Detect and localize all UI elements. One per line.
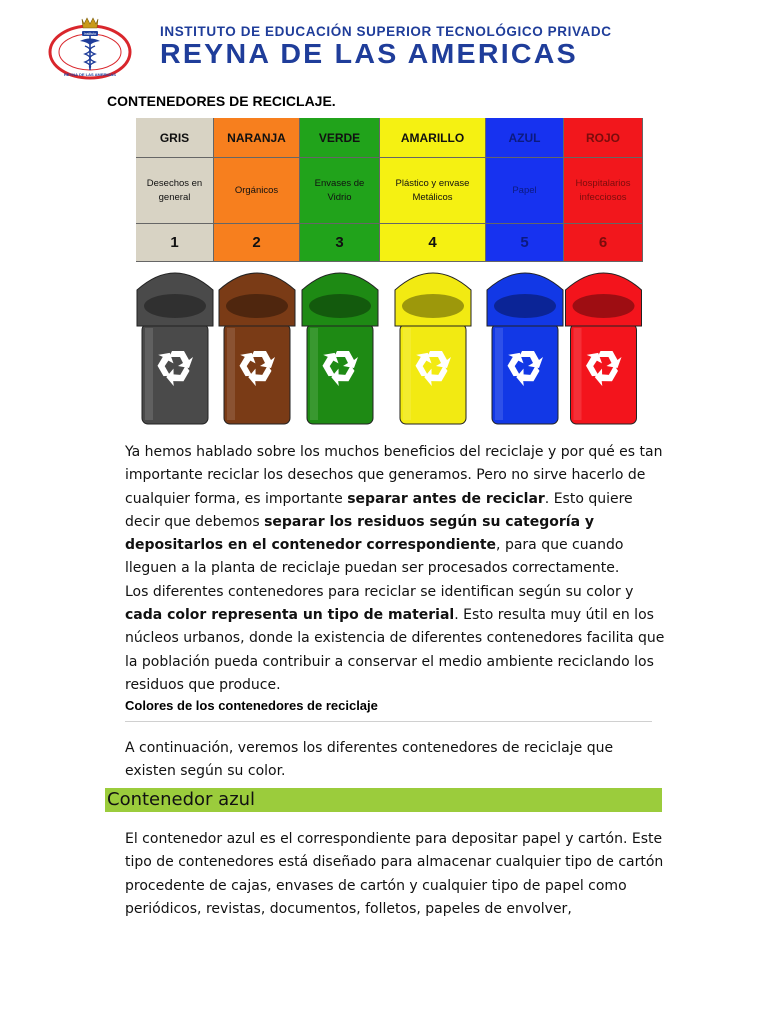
bin-table-num-2: 2 (214, 224, 300, 262)
intro-bold-2: separar los residuos según su categoría y depositarlos en el contenedor correspondiente (125, 513, 595, 554)
divider (125, 721, 652, 722)
bin-table-desc-3: Envases de Vidrio (300, 158, 380, 224)
bin-table-num-6: 6 (564, 224, 643, 262)
recycling-bin-1 (137, 273, 213, 424)
bins-table-description-row (136, 158, 643, 224)
document-header (0, 0, 768, 90)
intro-bold-3: cada color representa un tipo de material (125, 607, 455, 624)
colors-subheading: Colores de los contenedores de reciclaje (125, 698, 378, 713)
institute-name-line2: REYNA DE LAS AMERICAS (160, 38, 578, 69)
recycling-bins-figure (136, 118, 643, 428)
institute-name-line1: INSTITUTO DE EDUCACIÓN SUPERIOR TECNOLÓGICO PRIVADC (160, 24, 612, 39)
intro-paragraph (125, 441, 665, 697)
bin-table-num-4: 4 (380, 224, 486, 262)
recycling-bin-3 (302, 273, 378, 424)
intro-text-1: Ya hemos hablado sobre los muchos beneficios del reciclaje y por qué es tan importante reciclar los desechos que generamos. Pero no sirve hacerlo de cualquier forma, es importante (125, 444, 663, 507)
svg-text:REYNA DE LAS AMERICAS: REYNA DE LAS AMERICAS (64, 72, 116, 77)
bin-table-hdr-4: AMARILLO (380, 118, 486, 158)
recycling-bin-5 (487, 273, 563, 424)
bins-table-number-row (136, 224, 643, 262)
section-title: Contenedor azul (107, 789, 256, 810)
bin-table-num-3: 3 (300, 224, 380, 262)
bin-table-hdr-2: NARANJA (214, 118, 300, 158)
intro-bold-1: separar antes de reciclar (347, 490, 545, 507)
bin-table-hdr-3: VERDE (300, 118, 380, 158)
intro-text-3: , para que cuando lleguen a la planta de reciclaje puedan ser procesados correctamente. (125, 537, 624, 577)
intro-text-2: . Esto quiere decir que debemos (125, 490, 633, 530)
intro-text-4: Los diferentes contenedores para reciclar se identifican según su color y (125, 583, 634, 600)
bin-table-desc-4: Plástico y envase Metálicos (380, 158, 486, 224)
bin-table-num-1: 1 (136, 224, 214, 262)
section-heading-bar (105, 788, 662, 812)
recycling-bin-4 (395, 273, 471, 424)
intro-text-5: . Esto resulta muy útil en los núcleos urbanos, donde la existencia de diferentes contenedores facilita que la población pueda contribuir a conservar el medio ambiente reciclando los residuos que produce. (125, 607, 665, 693)
bin-table-hdr-5: AZUL (486, 118, 564, 158)
bin-table-desc-5: Papel (486, 158, 564, 224)
recycling-bins-illustration (136, 264, 643, 428)
bin-table-num-5: 5 (486, 224, 564, 262)
bin-table-desc-1: Desechos en general (136, 158, 214, 224)
bin-table-desc-2: Orgánicos (214, 158, 300, 224)
document-title: CONTENEDORES DE RECICLAJE. (107, 93, 336, 109)
bins-table-header-row (136, 118, 643, 158)
bin-table-desc-6: Hospitalarios infecciosos (564, 158, 643, 224)
bin-table-hdr-1: GRIS (136, 118, 214, 158)
recycling-bin-6 (566, 273, 642, 424)
institute-logo (48, 14, 132, 80)
continuation-paragraph: A continuación, veremos los diferentes contenedores de reciclaje que existen según su color. (125, 740, 614, 780)
blue-container-paragraph: El contenedor azul es el correspondiente para depositar papel y cartón. Este tipo de contenedores está diseñado para almacenar cualquier tipo de cartón procedente de cajas, envases de cartón y cualquier tipo de papel como periódicos, revistas, documentos, folletos, papeles de envolver, (125, 831, 664, 917)
bin-table-hdr-6: ROJO (564, 118, 643, 158)
svg-text:Instituto: Instituto (83, 32, 97, 36)
recycling-bin-2 (219, 273, 295, 424)
